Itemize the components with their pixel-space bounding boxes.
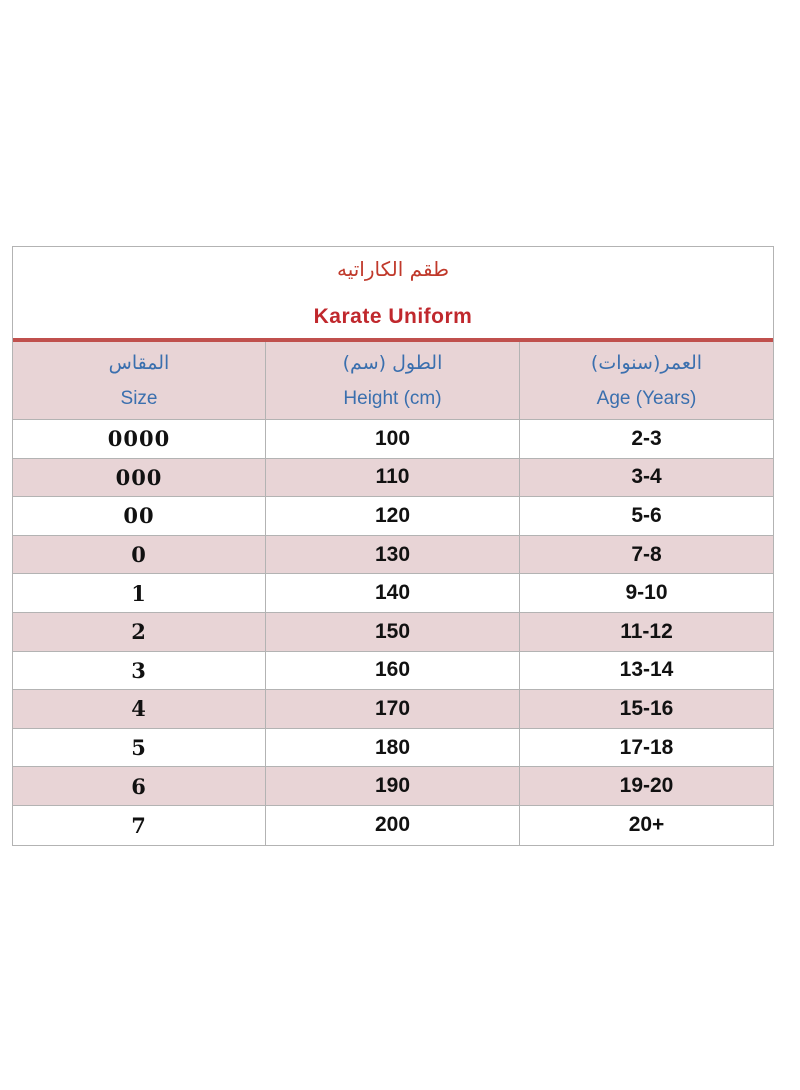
table-row (13, 767, 773, 806)
table-row (13, 729, 773, 768)
height-cell: 150 (266, 613, 520, 651)
height-cell: 130 (266, 536, 520, 574)
column-header-arabic: الطول (سم) (342, 352, 443, 374)
size-cell: 0 (13, 536, 266, 574)
size-cell: 3 (13, 652, 266, 690)
table-row (13, 690, 773, 729)
table-row (13, 536, 773, 575)
age-cell: 20+ (628, 813, 665, 837)
age-cell: 3-4 (631, 465, 662, 489)
title-block (13, 247, 773, 342)
title-english: Karate Uniform (313, 305, 473, 328)
size-cell: 000 (13, 459, 266, 497)
height-cell: 140 (266, 574, 520, 612)
age-cell: 15-16 (619, 696, 674, 720)
age-cell: 2-3 (631, 426, 662, 450)
size-cell: 7 (13, 806, 266, 845)
column-header-height (266, 342, 520, 419)
age-cell: 13-14 (619, 658, 674, 682)
title-arabic: طقم الكاراتيه (336, 257, 450, 281)
size-cell: 2 (13, 613, 266, 651)
height-cell: 120 (266, 497, 520, 535)
column-header-english: Age (Years) (596, 388, 697, 409)
height-cell: 100 (266, 420, 520, 458)
size-cell: 5 (13, 729, 266, 767)
height-cell: 180 (266, 729, 520, 767)
height-cell: 110 (266, 459, 520, 497)
height-cell: 170 (266, 690, 520, 728)
table-row (13, 574, 773, 613)
age-cell: 7-8 (631, 542, 662, 566)
column-header-arabic: المقاس (108, 352, 170, 374)
size-cell: 0000 (13, 420, 266, 458)
table-row (13, 497, 773, 536)
height-cell: 190 (266, 767, 520, 805)
size-chart-table (12, 246, 774, 846)
age-cell: 19-20 (619, 774, 674, 798)
column-header-age (520, 342, 773, 419)
size-cell: 4 (13, 690, 266, 728)
table-row (13, 459, 773, 498)
column-header-arabic: العمر(سنوات) (590, 352, 703, 374)
column-header-size (13, 342, 266, 419)
header-row (13, 342, 773, 420)
height-cell: 200 (266, 806, 520, 845)
age-cell: 9-10 (625, 581, 668, 605)
table-row (13, 420, 773, 459)
size-cell: 6 (13, 767, 266, 805)
table-row (13, 806, 773, 845)
age-cell: 17-18 (619, 735, 674, 759)
table-row (13, 652, 773, 691)
size-cell: 1 (13, 574, 266, 612)
column-header-english: Height (cm) (343, 388, 442, 409)
column-header-english: Size (120, 388, 158, 409)
age-cell: 5-6 (631, 503, 662, 527)
size-cell: 00 (13, 497, 266, 535)
age-cell: 11-12 (620, 619, 673, 643)
height-cell: 160 (266, 652, 520, 690)
table-row (13, 613, 773, 652)
